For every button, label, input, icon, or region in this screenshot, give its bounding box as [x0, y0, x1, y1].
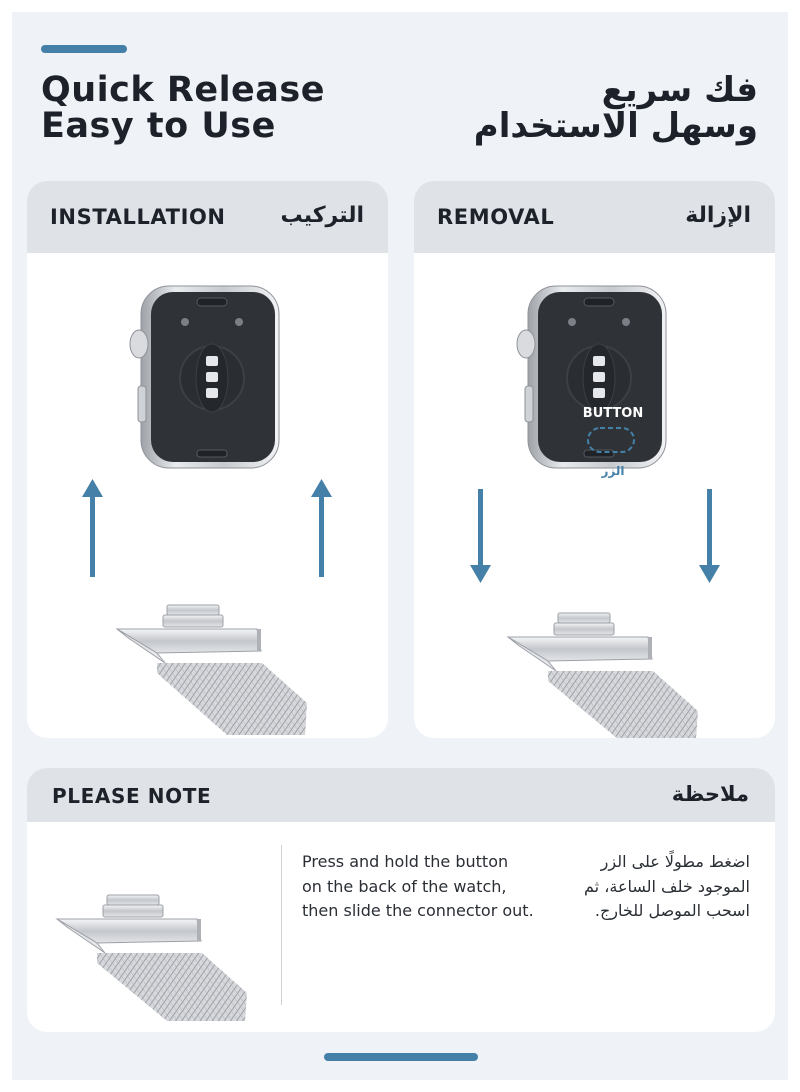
note-label-en: PLEASE NOTE: [52, 784, 212, 808]
removal-label-en: REMOVAL: [437, 205, 555, 229]
arrow-up-icon: [311, 479, 332, 577]
installation-header: [27, 181, 388, 253]
note-divider: [281, 845, 282, 1005]
installation-card: [27, 181, 388, 738]
note-en-line-1: Press and hold the button: [302, 852, 509, 871]
button-label-ar: الزر: [601, 464, 625, 478]
installation-illustration: [27, 253, 388, 738]
band-connector-icon: [117, 605, 307, 735]
note-illustration: [47, 828, 287, 1028]
removal-header: [414, 181, 775, 253]
note-en-line-2: on the back of the watch,: [302, 876, 507, 896]
band-connector-icon: [508, 613, 698, 738]
arrow-down-icon: [699, 489, 720, 583]
note-header: [27, 768, 775, 822]
band-connector-icon: [57, 895, 247, 1021]
note-ar-line-1: اضغط مطولًا على الزر: [600, 852, 750, 871]
title-en-line-1: Quick Release: [41, 70, 325, 110]
installation-label-en: INSTALLATION: [50, 205, 226, 229]
bottom-accent-bar: [324, 1053, 478, 1061]
note-label-ar: ملاحظة: [671, 782, 749, 806]
arrow-down-icon: [470, 489, 491, 583]
title-ar-line-2: وسهل الاستخدام: [473, 106, 758, 146]
title-arabic: [474, 72, 758, 144]
note-text-ar: [550, 850, 750, 924]
title-english: [41, 72, 325, 144]
removal-label-ar: الإزالة: [685, 203, 751, 228]
arrow-up-icon: [82, 479, 103, 577]
removal-illustration: [414, 253, 775, 738]
note-ar-line-3: اسحب الموصل للخارج.: [594, 901, 750, 920]
title-ar-line-1: فك سريع: [601, 70, 758, 110]
button-label-en: BUTTON: [582, 406, 644, 421]
removal-card: [414, 181, 775, 738]
top-accent-bar: [41, 45, 127, 53]
watch-back-icon: [517, 286, 666, 468]
title-en-line-2: Easy to Use: [41, 106, 276, 146]
installation-label-ar: التركيب: [280, 203, 364, 228]
watch-back-icon: [130, 286, 279, 468]
note-ar-line-2: الموجود خلف الساعة، ثم: [584, 876, 750, 896]
note-en-line-3: then slide the connector out.: [302, 901, 534, 920]
note-text-en: [302, 850, 572, 924]
